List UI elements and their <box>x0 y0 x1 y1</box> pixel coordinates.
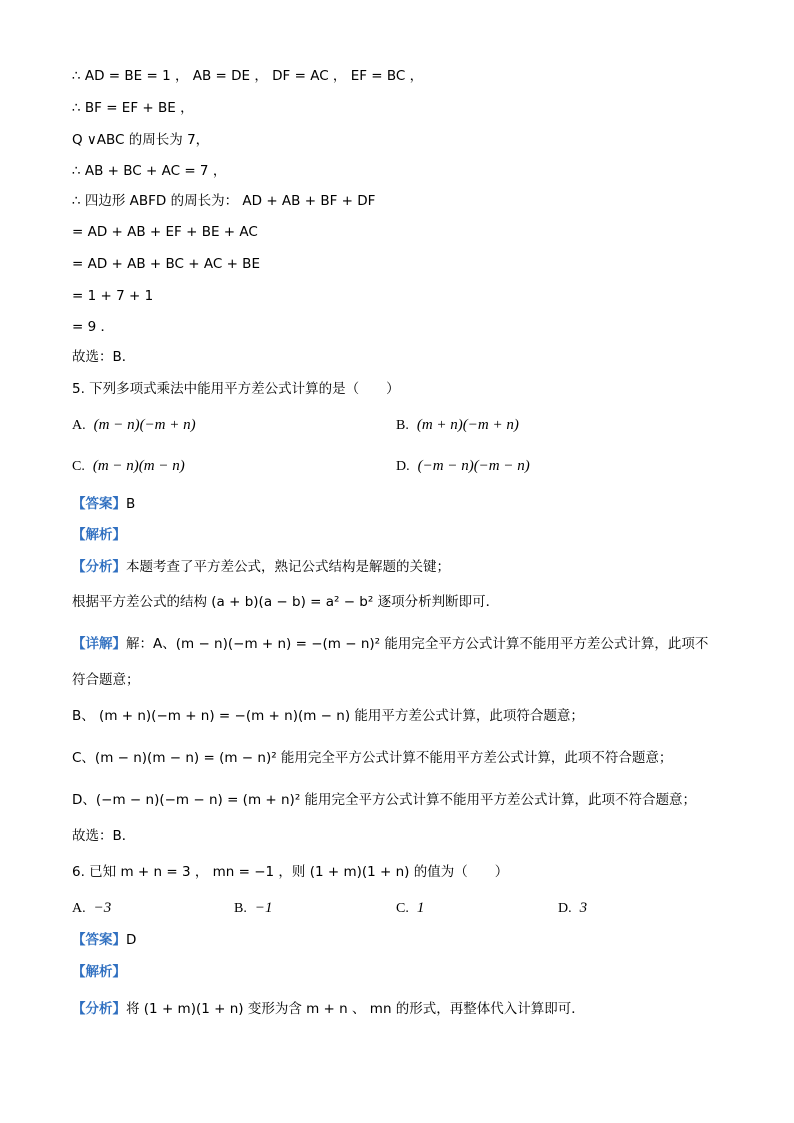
solution-line: Q ∨ABC 的周长为 7， <box>72 132 210 148</box>
option-label: D. <box>558 901 572 916</box>
solution-line: ∴ AD = BE = 1 ， AB = DE ， DF = AC ， EF = BC ， <box>72 68 424 84</box>
fenxi-tag: 【分析】 <box>72 559 126 575</box>
solution-line: = AD + AB + EF + BE + AC <box>72 224 258 240</box>
detail-text: 解：A、(m − n)(−m + n) = −(m − n)² 能用完全平方公式计算不能用平方差公式计算，此项不 <box>126 636 709 652</box>
option-text: (m − n)(−m + n) <box>93 417 196 433</box>
fenxi-line <box>72 557 450 577</box>
option-label: A. <box>72 901 86 916</box>
fenxi-text: 本题考查了平方差公式，熟记公式结构是解题的关键； <box>126 559 450 575</box>
detail-line-d: D、(−m − n)(−m − n) = (m + n)² 能用完全平方公式计算不能用平方差公式计算，此项不符合题意； <box>72 792 697 808</box>
option-a <box>72 898 111 919</box>
option-label: B. <box>234 901 247 916</box>
solution-line: 故选：B． <box>72 349 136 365</box>
solution-line: = 1 + 7 + 1 <box>72 288 154 304</box>
option-text: −1 <box>254 900 273 916</box>
analysis-tag: 【解析】 <box>72 527 126 543</box>
option-d <box>396 456 530 477</box>
solution-line: ∴ AB + BC + AC = 7 ， <box>72 163 227 179</box>
option-b <box>396 415 519 436</box>
option-label: D. <box>396 459 410 474</box>
option-label: C. <box>72 459 85 474</box>
option-label: C. <box>396 901 409 916</box>
option-c <box>72 456 185 477</box>
option-c <box>396 898 424 919</box>
detail-line-b: B、 (m + n)(−m + n) = −(m + n)(m − n) 能用平方差公式计算，此项符合题意； <box>72 708 584 724</box>
option-label: B. <box>396 418 409 433</box>
option-text: (m + n)(−m + n) <box>416 417 519 433</box>
question-stem: 5. 下列多项式乘法中能用平方差公式计算的是（ ） <box>72 381 400 397</box>
solution-line: ∴ BF = EF + BE ， <box>72 100 194 116</box>
answer-value: D <box>126 932 137 948</box>
answer-line <box>72 494 135 514</box>
detail-line-a2: 符合题意； <box>72 672 140 688</box>
option-text: (m − n)(m − n) <box>92 458 185 474</box>
option-b <box>234 898 272 919</box>
conclusion-line: 故选：B． <box>72 828 136 844</box>
solution-line: = AD + AB + BC + AC + BE <box>72 256 260 272</box>
fenxi-line <box>72 999 585 1019</box>
question-stem: 6. 已知 m + n = 3 ， mn = −1 ，则 (1 + m)(1 + n) 的值为（ ） <box>72 864 509 880</box>
analysis-heading <box>72 962 126 982</box>
analysis-tag: 【解析】 <box>72 964 126 980</box>
fenxi-text: 将 (1 + m)(1 + n) 变形为含 m + n 、 mn 的形式，再整体代入计算即可． <box>126 1001 585 1017</box>
answer-value: B <box>126 496 136 512</box>
option-a <box>72 415 196 436</box>
basis-line: 根据平方差公式的结构 (a + b)(a − b) = a² − b² 逐项分析判断即可． <box>72 594 500 610</box>
option-text: 3 <box>579 900 588 916</box>
answer-tag: 【答案】 <box>72 932 126 948</box>
detail-tag: 【详解】 <box>72 636 126 652</box>
fenxi-tag: 【分析】 <box>72 1001 126 1017</box>
option-text: (−m − n)(−m − n) <box>417 458 530 474</box>
option-text: 1 <box>416 900 425 916</box>
answer-line <box>72 930 136 950</box>
option-label: A. <box>72 418 86 433</box>
option-text: −3 <box>93 900 112 916</box>
solution-line: ∴ 四边形 ABFD 的周长为： AD + AB + BF + DF <box>72 193 376 209</box>
answer-tag: 【答案】 <box>72 496 126 512</box>
detail-line-a <box>72 634 708 654</box>
analysis-heading <box>72 525 126 545</box>
detail-line-c: C、(m − n)(m − n) = (m − n)² 能用完全平方公式计算不能用平方差公式计算，此项不符合题意； <box>72 750 673 766</box>
solution-line: = 9 ． <box>72 319 114 335</box>
option-d <box>558 898 587 919</box>
